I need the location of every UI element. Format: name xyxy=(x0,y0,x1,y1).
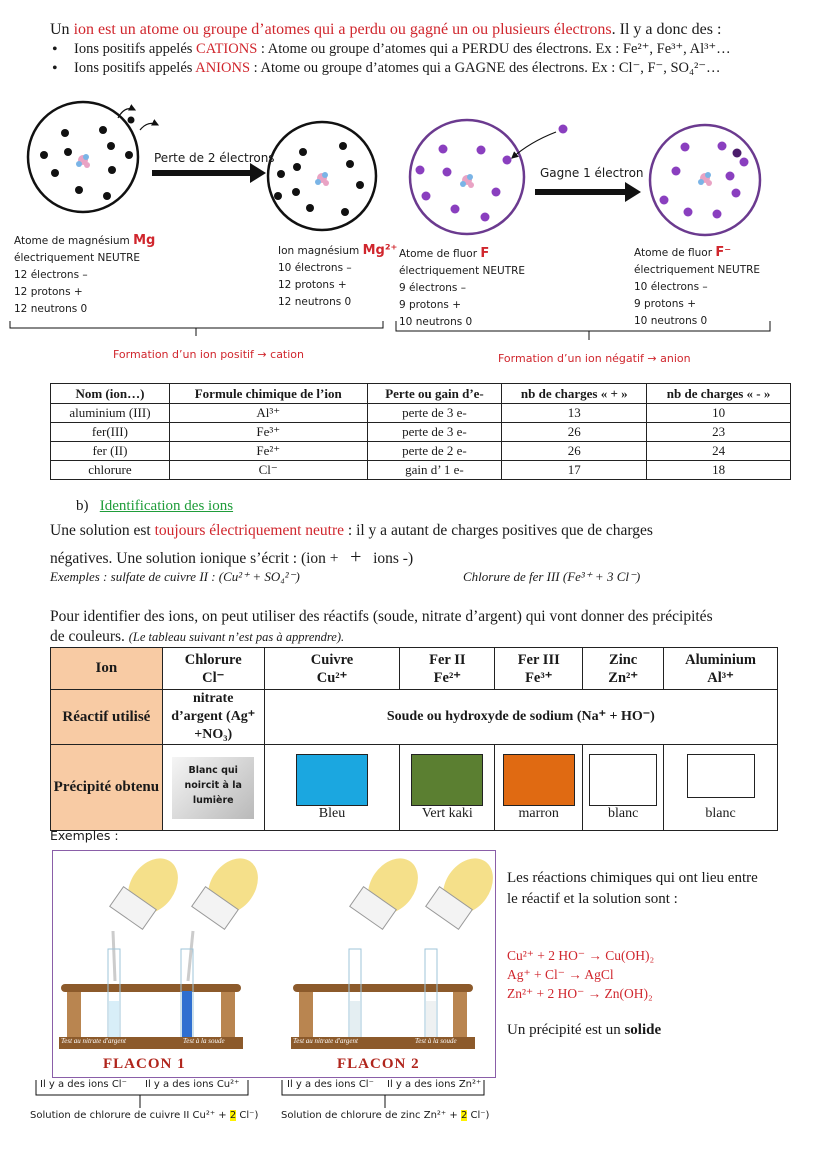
symbol-mg: Mg xyxy=(133,233,156,248)
column-header: Formule chimique de l’ion xyxy=(169,384,367,404)
cell: Cl⁻ xyxy=(169,461,367,480)
tube-label: Test à la soude xyxy=(183,1037,225,1045)
reactif-nitrate: nitrate d’argent (Ag⁺ +NO₃) xyxy=(162,690,264,745)
text: négatives. Une solution ionique s’écrit : (ion + xyxy=(50,550,339,567)
col-cuivre xyxy=(264,648,400,690)
solid-keyword: solide xyxy=(624,1022,662,1038)
cell: 26 xyxy=(502,442,647,461)
reaction: Ag⁺ + Cl⁻ → AgCl xyxy=(507,967,614,982)
neutral-keyword: toujours électriquement neutre xyxy=(154,522,345,539)
cell: fer (II) xyxy=(51,442,170,461)
exemples-label: Exemples : xyxy=(50,828,119,843)
text: 10 électrons – xyxy=(634,281,708,293)
column-header: Perte ou gain d’e- xyxy=(367,384,502,404)
text: Atome de magnésium xyxy=(14,235,130,247)
text: Cl⁻ xyxy=(202,669,225,686)
text: Fer II xyxy=(429,651,466,668)
text: 10 électrons – xyxy=(278,262,352,274)
precip-aluminium xyxy=(664,745,778,831)
column-header: Nom (ion…) xyxy=(51,384,170,404)
text: 12 protons + xyxy=(14,286,83,298)
swatch-bleu xyxy=(296,754,368,806)
row-header: Précipité obtenu xyxy=(51,745,163,831)
text: : il y a autant de charges positives que de charges xyxy=(344,522,653,539)
reactif-soude: Soude ou hydroxyde de sodium (Na⁺ + HO⁻) xyxy=(264,690,777,745)
section-b-heading xyxy=(76,498,233,515)
cell: gain d’ 1 e- xyxy=(367,461,502,480)
row-reactif xyxy=(51,690,778,745)
table-row xyxy=(51,461,791,480)
text: électriquement NEUTRE xyxy=(399,265,526,277)
braces xyxy=(0,318,828,346)
symbol-f: F xyxy=(480,246,490,261)
column-header: nb de charges « - » xyxy=(647,384,791,404)
text: 9 électrons – xyxy=(399,282,466,294)
section-title: Identification des ions xyxy=(99,498,234,514)
dropper-bottle-icon xyxy=(426,851,494,929)
flacon1-cl: Il y a des ions Cl⁻ xyxy=(40,1079,127,1090)
reaction: Cu²⁺ + 2 HO⁻ → Cu(OH)₂ xyxy=(507,948,655,963)
precip-fer2 xyxy=(400,745,495,831)
arrow1-label: Perte de 2 électrons xyxy=(154,151,275,165)
precipite-blanc-swatch: Blanc qui noircit à la lumière xyxy=(172,757,254,819)
cell: perte de 2 e- xyxy=(367,442,502,461)
text: 12 électrons – xyxy=(14,269,88,281)
solution2 xyxy=(281,1110,489,1121)
arrow2-label: Gagne 1 électron xyxy=(540,166,644,180)
text: Al³⁺ xyxy=(707,669,734,686)
text: Solution de chlorure de cuivre II Cu²⁺ + xyxy=(30,1110,230,1121)
flacon2-label: FLACON 2 xyxy=(337,1056,420,1072)
text: Aluminium xyxy=(685,651,757,668)
ion-table-header xyxy=(51,384,791,404)
caption-cation: Formation d’un ion positif → cation xyxy=(113,348,305,361)
mg-atom-circle xyxy=(28,102,158,212)
text: Atome de fluor xyxy=(399,248,478,260)
cell: 24 xyxy=(647,442,791,461)
mg-ion-caption xyxy=(278,242,397,311)
ion-definition: ion est un atome ou groupe d’atomes qui a perdu ou gagné un ou plusieurs électrons xyxy=(73,21,612,38)
cell: aluminium (III) xyxy=(51,404,170,423)
dropper-bottle-icon xyxy=(350,851,428,929)
text: marron xyxy=(518,805,559,821)
text: 10 neutrons 0 xyxy=(399,316,473,328)
highlight: 2 xyxy=(229,1110,237,1121)
text: : Atome ou groupe d’atomes qui a PERDU des électrons. Ex : Fe²⁺, Fe³⁺, Al³⁺… xyxy=(257,41,731,57)
table-row xyxy=(51,442,791,461)
cell: 13 xyxy=(502,404,647,423)
tube-label: Test à la soude xyxy=(415,1037,457,1045)
mg-atom-caption xyxy=(14,232,155,318)
plus-sign: + xyxy=(350,546,362,568)
text: Bleu xyxy=(318,805,346,821)
reactions-list xyxy=(507,946,654,1003)
caption-anion: Formation d’un ion négatif → anion xyxy=(498,352,691,365)
col-chlorure xyxy=(162,648,264,690)
bullet-anions xyxy=(50,59,810,78)
cell: Fe³⁺ xyxy=(169,423,367,442)
precipite-solide xyxy=(507,1022,661,1039)
row-precipite xyxy=(51,745,778,831)
text: 9 protons + xyxy=(634,298,696,310)
text: Ions positifs appelés xyxy=(74,60,196,76)
column-header: nb de charges « + » xyxy=(502,384,647,404)
dropper-bottle-icon xyxy=(188,851,268,981)
text: électriquement NEUTRE xyxy=(14,252,141,264)
text: blanc xyxy=(705,805,736,821)
flacon2-cl: Il y a des ions Cl⁻ xyxy=(287,1079,374,1090)
swatch-marron xyxy=(503,754,575,806)
text: Cu²⁺ xyxy=(316,669,348,686)
text: Pour identifier des ions, on peut utiliser des réactifs (soude, nitrate d’argent) qui vont donner des précipités xyxy=(50,608,713,625)
text: blanc xyxy=(607,805,639,821)
text: Cl⁻) xyxy=(236,1110,259,1121)
cell: 10 xyxy=(647,404,791,423)
intro-definition xyxy=(50,20,810,40)
text: Atome de fluor xyxy=(634,247,713,259)
cell: Al³⁺ xyxy=(169,404,367,423)
intro-section xyxy=(50,20,810,78)
swatch-blanc xyxy=(589,754,657,806)
precip-chlorure xyxy=(162,745,264,831)
symbol-mg-ion: Mg²⁺ xyxy=(362,243,398,258)
cations-keyword: CATIONS xyxy=(196,41,258,57)
col-zinc xyxy=(583,648,664,690)
swatch-blanc xyxy=(687,754,755,798)
test-tube-rack-2 xyxy=(291,949,475,1049)
text: électriquement NEUTRE xyxy=(634,264,761,276)
precip-zinc xyxy=(583,745,664,831)
text: Un xyxy=(50,21,74,38)
cell: fer(III) xyxy=(51,423,170,442)
anions-keyword: ANIONS xyxy=(195,60,251,76)
text: : Atome ou groupe d’atomes qui a GAGNE des électrons. Ex : Cl⁻, F⁻, SO₄²⁻… xyxy=(250,60,721,76)
text: 9 protons + xyxy=(399,299,461,311)
precip-cuivre xyxy=(264,745,400,831)
reaction: Zn²⁺ + 2 HO⁻ → Zn(OH)₂ xyxy=(507,986,653,1001)
highlight: 2 xyxy=(460,1110,468,1121)
cell: 26 xyxy=(502,423,647,442)
col-fer2 xyxy=(400,648,495,690)
text: Chlorure xyxy=(184,651,242,668)
mg-ion-circle xyxy=(268,122,376,230)
text: Vert kaki xyxy=(421,805,473,821)
bullet-cations xyxy=(50,40,810,59)
text: Un précipité est un xyxy=(507,1022,625,1038)
row-header: Ion xyxy=(51,648,163,690)
text: Fer III xyxy=(517,651,560,668)
test-tube-rack-1 xyxy=(59,949,243,1049)
reagent-table xyxy=(50,647,778,831)
cell: Fe²⁺ xyxy=(169,442,367,461)
cell: 17 xyxy=(502,461,647,480)
example-sulfate: Exemples : sulfate de cuivre II : (Cu²⁺ + SO₄²⁻) xyxy=(50,569,300,584)
text: de couleurs. xyxy=(50,628,125,645)
solution1 xyxy=(30,1110,258,1121)
text: Ion magnésium xyxy=(278,245,360,257)
text: 12 neutrons 0 xyxy=(14,303,88,315)
text: Une solution est xyxy=(50,522,155,539)
text: . Il y a donc des : xyxy=(611,21,722,38)
atom-diagram xyxy=(0,100,828,240)
note: (Le tableau suivant n’est pas à apprendre). xyxy=(128,630,345,644)
row-ion xyxy=(51,648,778,690)
text: 10 neutrons 0 xyxy=(634,315,708,327)
text: Fe³⁺ xyxy=(525,669,553,686)
reactifs-text xyxy=(50,607,820,647)
text: Cuivre xyxy=(310,651,354,668)
cell: 18 xyxy=(647,461,791,480)
text: Ions positifs appelés xyxy=(74,41,197,57)
text: ions -) xyxy=(373,550,414,567)
text: Fe²⁺ xyxy=(433,669,461,686)
cell: 23 xyxy=(647,423,791,442)
f-ion-circle xyxy=(650,125,760,235)
swatch-vert xyxy=(411,754,483,806)
text: Zinc xyxy=(609,651,638,668)
section-number: b) xyxy=(76,498,89,514)
section-b-text xyxy=(50,518,820,572)
flacon2-zn: Il y a des ions Zn²⁺ xyxy=(387,1079,482,1090)
text: 12 protons + xyxy=(278,279,347,291)
precip-fer3 xyxy=(495,745,583,831)
tube-label: Test au nitrate d'argent xyxy=(293,1037,358,1045)
cell: chlorure xyxy=(51,461,170,480)
text: Cl⁻) xyxy=(467,1110,490,1121)
row-header: Réactif utilisé xyxy=(51,690,163,745)
flacon1-cu: Il y a des ions Cu²⁺ xyxy=(145,1079,240,1090)
cell: perte de 3 e- xyxy=(367,404,502,423)
table-row xyxy=(51,423,791,442)
example-chlorure: Chlorure de fer III (Fe³⁺ + 3 Cl⁻) xyxy=(463,569,641,584)
cell: perte de 3 e- xyxy=(367,423,502,442)
reactions-intro: Les réactions chimiques qui ont lieu entre le réactif et la solution sont : xyxy=(507,870,758,907)
table-row xyxy=(51,404,791,423)
ion-table xyxy=(50,383,791,480)
col-aluminium xyxy=(664,648,778,690)
col-fer3 xyxy=(495,648,583,690)
flacons-illustration xyxy=(52,850,496,1078)
text: Solution de chlorure de zinc Zn²⁺ + xyxy=(281,1110,461,1121)
text: 12 neutrons 0 xyxy=(278,296,352,308)
flacon1-label: FLACON 1 xyxy=(103,1056,186,1072)
text: Zn²⁺ xyxy=(608,669,639,686)
dropper-bottle-icon xyxy=(110,851,188,981)
symbol-f-ion: F⁻ xyxy=(715,245,732,260)
tube-label: Test au nitrate d'argent xyxy=(61,1037,126,1045)
